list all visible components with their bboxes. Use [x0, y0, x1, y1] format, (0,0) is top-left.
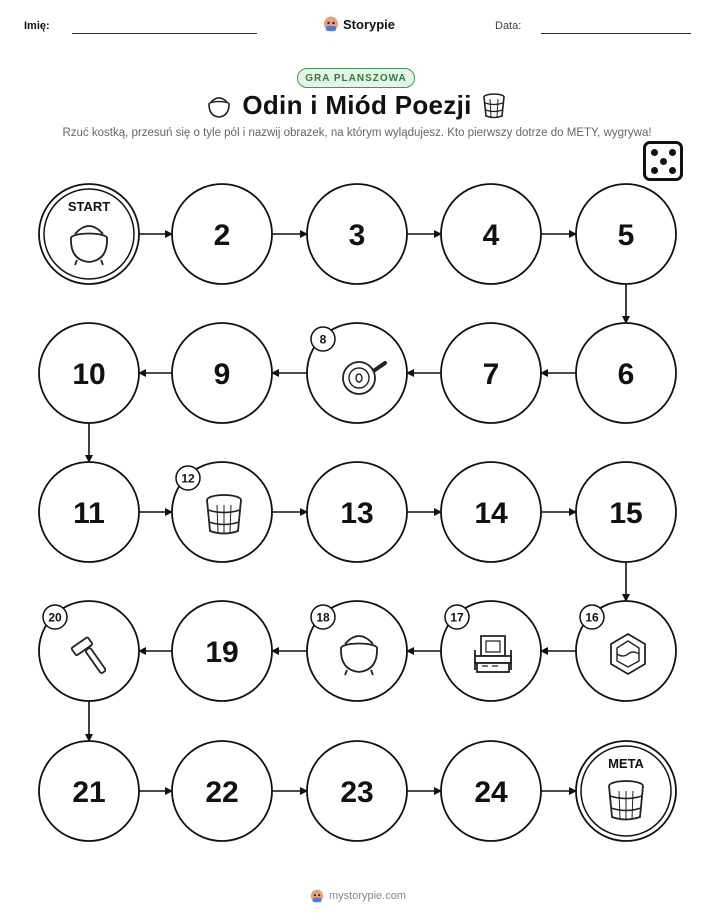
board-space-23 [307, 741, 407, 841]
board-space-14 [441, 462, 541, 562]
space-number: 11 [73, 497, 105, 530]
board-space-22 [172, 741, 272, 841]
board-space-12 [172, 462, 272, 562]
board-space-3 [307, 184, 407, 284]
barrel-icon [609, 781, 643, 820]
space-number: 24 [474, 776, 508, 809]
board-space-21 [39, 741, 139, 841]
board-space-6 [576, 323, 676, 423]
board-space-15 [576, 462, 676, 562]
instructions-text: Rzuć kostką, przesuń się o tyle pól i nazwij obrazek, na którym wylądujesz. Kto pierwszy dotrze do METY, wygrywa! [62, 127, 652, 139]
game-type-badge: GRA PLANSZOWA [297, 68, 415, 88]
space-label: START [67, 199, 111, 214]
space-number-badge: 18 [316, 610, 330, 625]
space-number: 5 [617, 219, 635, 252]
board-space-18 [307, 601, 407, 701]
space-number: 21 [72, 776, 106, 809]
board-spaces [39, 184, 676, 841]
board-space-5 [576, 184, 676, 284]
board-space-24 [441, 741, 541, 841]
space-number: 6 [617, 358, 635, 391]
space-number: 7 [482, 358, 500, 391]
barrel-icon [207, 495, 241, 534]
space-number: 3 [348, 219, 366, 252]
space-number: 9 [213, 358, 231, 391]
board-space-13 [307, 462, 407, 562]
space-number: 19 [205, 636, 239, 669]
space-number-badge: 12 [181, 471, 195, 486]
board-space-20 [39, 601, 139, 701]
board-space-10 [39, 323, 139, 423]
space-number: 14 [474, 497, 508, 530]
space-number: 22 [205, 776, 239, 809]
brand-name: Storypie [343, 16, 396, 32]
throne-icon [475, 636, 511, 672]
honeycomb-icon [611, 634, 645, 674]
space-label: META [608, 756, 644, 771]
board-space-2 [172, 184, 272, 284]
name-label: Imię: [24, 20, 50, 32]
date-label: Data: [495, 20, 522, 32]
footer [310, 888, 406, 904]
board-space-17 [441, 601, 541, 701]
board-space-9 [172, 323, 272, 423]
board-space-start [39, 184, 139, 284]
space-number-badge: 16 [585, 610, 599, 625]
board-space-meta [576, 741, 676, 841]
space-number-badge: 17 [450, 610, 464, 625]
board-space-11 [39, 462, 139, 562]
board-space-8 [307, 323, 407, 423]
board-space-7 [441, 323, 541, 423]
board-space-4 [441, 184, 541, 284]
space-number: 10 [72, 358, 106, 391]
board-space-19 [172, 601, 272, 701]
space-number: 2 [213, 219, 231, 252]
space-number: 13 [340, 497, 374, 530]
space-number: 4 [482, 219, 500, 252]
space-number-badge: 20 [48, 610, 62, 625]
footer-site: mystorypie.com [329, 890, 407, 902]
storypie-mascot-icon [310, 888, 324, 904]
space-number: 23 [340, 776, 374, 809]
space-number-badge: 8 [319, 332, 327, 347]
page-title: Odin i Miód Poezji [242, 90, 472, 120]
space-number: 15 [609, 497, 643, 530]
board-space-16 [576, 601, 676, 701]
